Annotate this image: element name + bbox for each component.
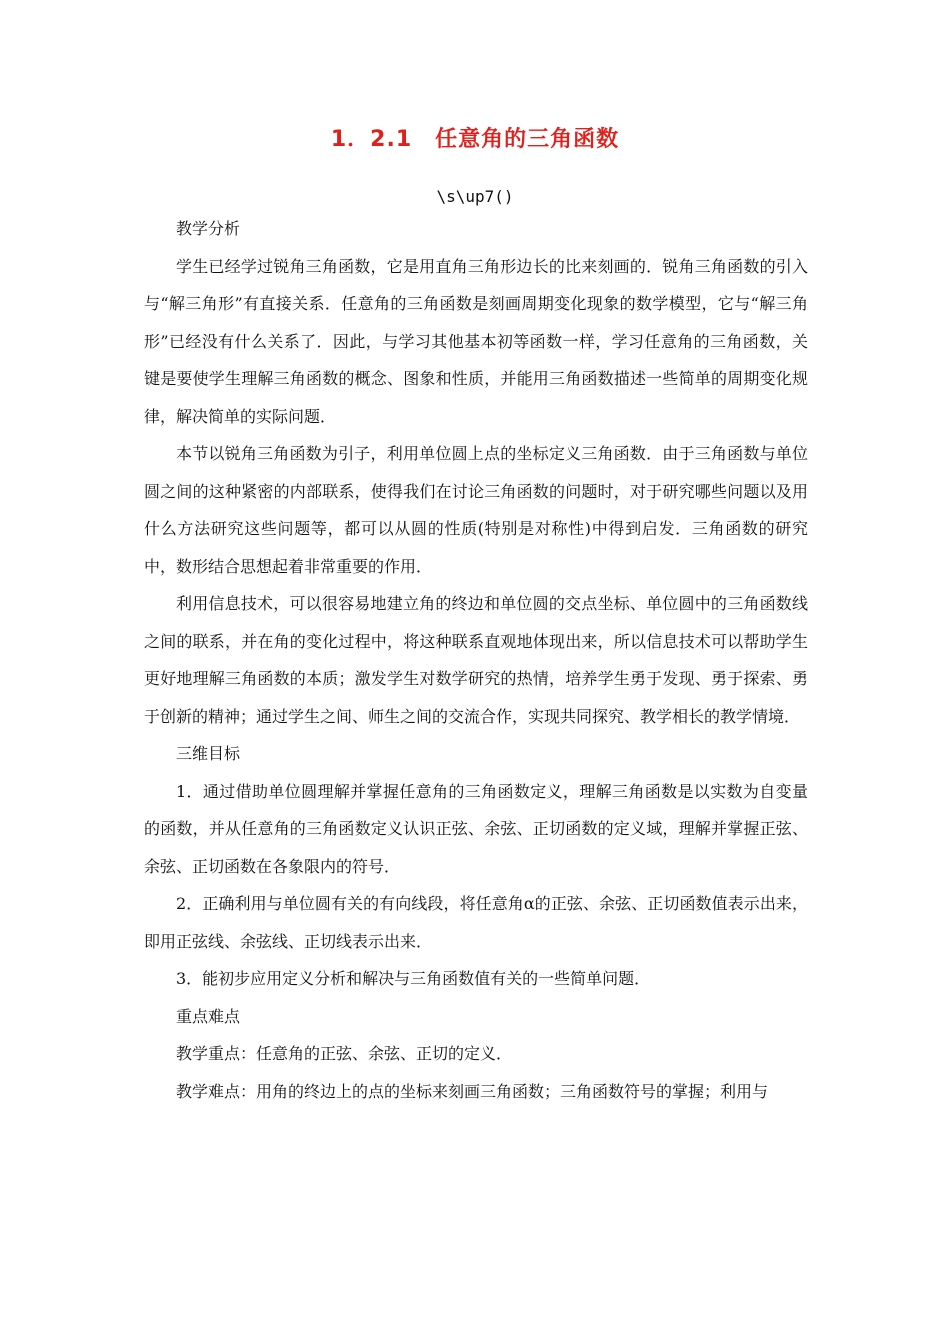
objective-item: 1．通过借助单位圆理解并掌握任意角的三角函数定义，理解三角函数是以实数为自变量的函数，并从任意角的三角函数定义认识正弦、余弦、正切函数的定义域，理解并掌握正弦、余弦、正切函数在各象限内的符号． (144, 781, 808, 876)
section-heading-objectives: 三维目标 (176, 744, 241, 763)
paragraph: 学生已经学过锐角三角函数，它是用直角三角形边长的比来刻画的．锐角三角函数的引入与“解三角形”有直接关系．任意角的三角函数是刻画周期变化现象的数学模型，它与“解三角形”已经没有什么关系了．因此，与学习其他基本初等函数一样，学习任意角的三角函数，关键是要使学生理解三角函数的概念、图象和性质，并能用三角函数描述一些简单的周期变化规律，解决简单的实际问题． (144, 256, 808, 426)
key-point: 教学重点：任意角的正弦、余弦、正切的定义． (176, 1044, 513, 1063)
objective-item: 3．能初步应用定义分析和解决与三角函数值有关的一些简单问题． (176, 969, 651, 988)
field-code-text: \s\up7() (436, 187, 514, 206)
difficulty-point: 教学难点：用角的终边上的点的坐标来刻画三角函数；三角函数符号的掌握；利用与 (176, 1081, 769, 1101)
paragraph: 本节以锐角三角函数为引子，利用单位圆上点的坐标定义三角函数．由于三角函数与单位圆之间的这种紧密的内部联系，使得我们在讨论三角函数的问题时，对于研究哪些问题以及用什么方法研究这些问题等，都可以从圆的性质(特别是对称性)中得到启发．三角函数的研究中，数形结合思想起着非常重要的作用． (144, 444, 808, 576)
document-title: 1．2.1 任意角的三角函数 (330, 127, 620, 152)
section-heading-key-points: 重点难点 (176, 1006, 241, 1026)
section-heading-teaching-analysis: 教学分析 (176, 219, 241, 238)
objective-item: 2．正确利用与单位圆有关的有向线段，将任意角α的正弦、余弦、正切函数值表示出来，即用正弦线、余弦线、正切线表示出来． (144, 894, 808, 951)
paragraph: 利用信息技术，可以很容易地建立角的终边和单位圆的交点坐标、单位圆中的三角函数线之间的联系，并在角的变化过程中，将这种联系直观地体现出来，所以信息技术可以帮助学生更好地理解三角函数的本质；激发学生对数学研究的热情，培养学生勇于发现、勇于探索、勇于创新的精神；通过学生之间、师生之间的交流合作，实现共同探究、教学相长的教学情境． (144, 594, 808, 726)
document-body (144, 210, 808, 1110)
